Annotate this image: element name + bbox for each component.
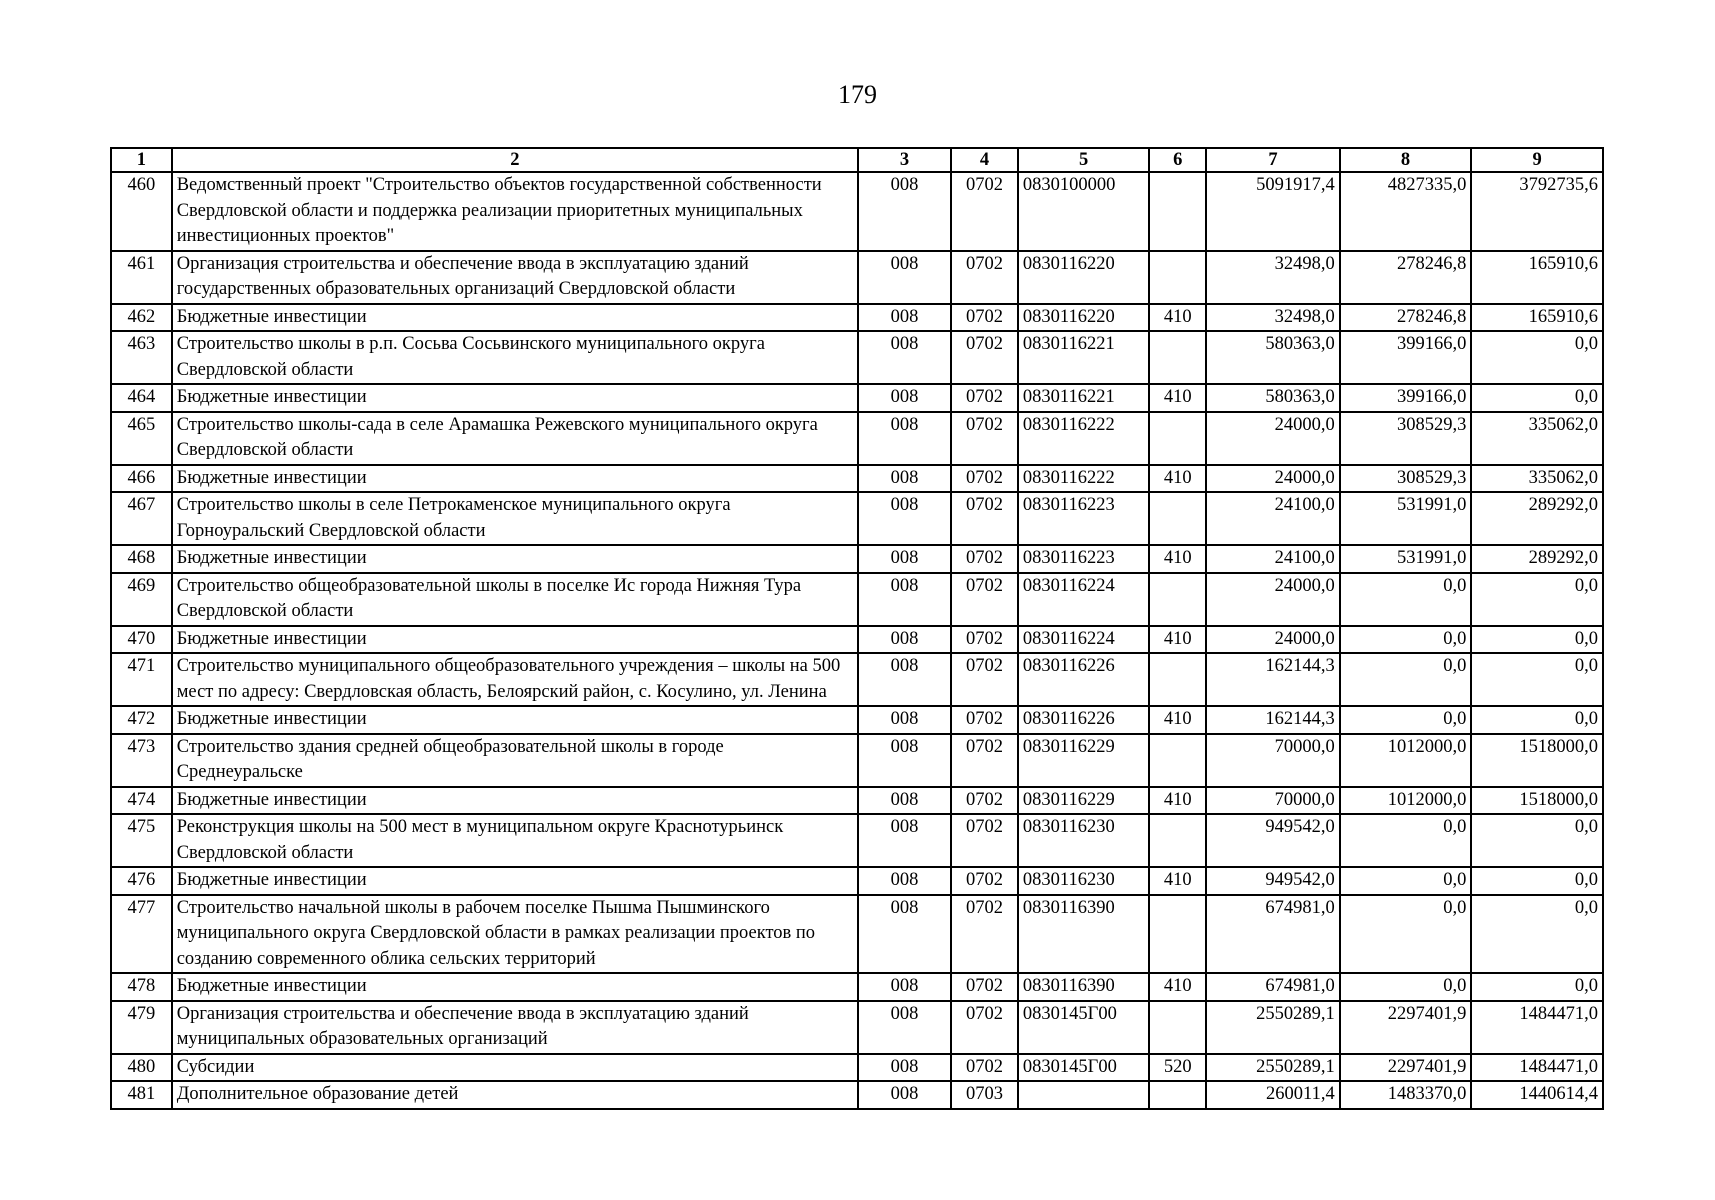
section-code-cell: 0702 (951, 465, 1018, 493)
section-code-cell: 0702 (951, 545, 1018, 573)
amount-year1-cell: 580363,0 (1206, 331, 1340, 384)
amount-year3-cell: 0,0 (1471, 626, 1603, 654)
item-name-cell: Бюджетные инвестиции (172, 973, 858, 1001)
ministry-code-cell: 008 (858, 626, 951, 654)
item-name-cell: Строительство школы в селе Петрокаменское муниципального округа Горноуральский Свердловской области (172, 492, 858, 545)
amount-year2-cell: 0,0 (1340, 626, 1472, 654)
amount-year3-cell: 0,0 (1471, 867, 1603, 895)
item-name-cell: Бюджетные инвестиции (172, 787, 858, 815)
section-code-cell: 0702 (951, 573, 1018, 626)
row-number-cell: 464 (111, 384, 172, 412)
ministry-code-cell: 008 (858, 573, 951, 626)
section-code-cell: 0702 (951, 1001, 1018, 1054)
amount-year1-cell: 949542,0 (1206, 814, 1340, 867)
row-number-cell: 474 (111, 787, 172, 815)
amount-year2-cell: 399166,0 (1340, 331, 1472, 384)
budget-table (110, 147, 1604, 1110)
table-row (111, 172, 1603, 251)
table-row (111, 653, 1603, 706)
amount-year1-cell: 24000,0 (1206, 573, 1340, 626)
ministry-code-cell: 008 (858, 465, 951, 493)
amount-year3-cell: 1484471,0 (1471, 1001, 1603, 1054)
section-code-cell: 0702 (951, 251, 1018, 304)
ministry-code-cell: 008 (858, 895, 951, 974)
amount-year2-cell: 308529,3 (1340, 465, 1472, 493)
row-number-cell: 462 (111, 304, 172, 332)
expense-type-cell: 410 (1149, 706, 1206, 734)
target-article-cell: 0830116222 (1018, 465, 1150, 493)
amount-year1-cell: 580363,0 (1206, 384, 1340, 412)
amount-year2-cell: 278246,8 (1340, 304, 1472, 332)
target-article-cell: 0830116229 (1018, 734, 1150, 787)
amount-year2-cell: 1012000,0 (1340, 787, 1472, 815)
target-article-cell: 0830116226 (1018, 653, 1150, 706)
target-article-cell: 0830116229 (1018, 787, 1150, 815)
amount-year3-cell: 289292,0 (1471, 492, 1603, 545)
item-name-cell: Дополнительное образование детей (172, 1081, 858, 1109)
amount-year3-cell: 335062,0 (1471, 412, 1603, 465)
table-row (111, 626, 1603, 654)
table-row (111, 895, 1603, 974)
ministry-code-cell: 008 (858, 1081, 951, 1109)
amount-year1-cell: 949542,0 (1206, 867, 1340, 895)
ministry-code-cell: 008 (858, 867, 951, 895)
table-row (111, 304, 1603, 332)
item-name-cell: Строительство школы-сада в селе Арамашка Режевского муниципального округа Свердловской области (172, 412, 858, 465)
table-row (111, 384, 1603, 412)
amount-year1-cell: 70000,0 (1206, 787, 1340, 815)
amount-year2-cell: 0,0 (1340, 867, 1472, 895)
expense-type-cell: 410 (1149, 465, 1206, 493)
amount-year1-cell: 2550289,1 (1206, 1054, 1340, 1082)
item-name-cell: Строительство начальной школы в рабочем поселке Пышма Пышминского муниципального округа Свердловской области в рамках реализации проектов по созданию современного облика сельских территорий (172, 895, 858, 974)
section-code-cell: 0702 (951, 973, 1018, 1001)
amount-year2-cell: 1012000,0 (1340, 734, 1472, 787)
item-name-cell: Строительство здания средней общеобразовательной школы в городе Среднеуральске (172, 734, 858, 787)
ministry-code-cell: 008 (858, 304, 951, 332)
section-code-cell: 0702 (951, 734, 1018, 787)
amount-year3-cell: 0,0 (1471, 706, 1603, 734)
item-name-cell: Реконструкция школы на 500 мест в муниципальном округе Краснотурьинск Свердловской области (172, 814, 858, 867)
amount-year1-cell: 24100,0 (1206, 545, 1340, 573)
header-cell: 1 (111, 148, 172, 172)
expense-type-cell (1149, 412, 1206, 465)
table-row (111, 573, 1603, 626)
target-article-cell: 0830145Г00 (1018, 1054, 1150, 1082)
header-cell: 4 (951, 148, 1018, 172)
item-name-cell: Строительство общеобразовательной школы в поселке Ис города Нижняя Тура Свердловской области (172, 573, 858, 626)
row-number-cell: 477 (111, 895, 172, 974)
amount-year2-cell: 0,0 (1340, 895, 1472, 974)
target-article-cell: 0830116221 (1018, 384, 1150, 412)
amount-year1-cell: 24000,0 (1206, 465, 1340, 493)
ministry-code-cell: 008 (858, 384, 951, 412)
item-name-cell: Бюджетные инвестиции (172, 867, 858, 895)
expense-type-cell: 520 (1149, 1054, 1206, 1082)
ministry-code-cell: 008 (858, 787, 951, 815)
table-row (111, 492, 1603, 545)
amount-year1-cell: 70000,0 (1206, 734, 1340, 787)
amount-year3-cell: 1440614,4 (1471, 1081, 1603, 1109)
section-code-cell: 0702 (951, 895, 1018, 974)
target-article-cell: 0830100000 (1018, 172, 1150, 251)
item-name-cell: Строительство муниципального общеобразовательного учреждения – школы на 500 мест по адресу: Свердловская область, Белоярский район, с. Косулино, ул. Ленина (172, 653, 858, 706)
target-article-cell: 0830145Г00 (1018, 1001, 1150, 1054)
expense-type-cell: 410 (1149, 626, 1206, 654)
amount-year3-cell: 0,0 (1471, 653, 1603, 706)
section-code-cell: 0702 (951, 304, 1018, 332)
target-article-cell: 0830116221 (1018, 331, 1150, 384)
section-code-cell: 0703 (951, 1081, 1018, 1109)
row-number-cell: 461 (111, 251, 172, 304)
amount-year2-cell: 399166,0 (1340, 384, 1472, 412)
target-article-cell: 0830116220 (1018, 304, 1150, 332)
row-number-cell: 470 (111, 626, 172, 654)
amount-year2-cell: 0,0 (1340, 706, 1472, 734)
expense-type-cell (1149, 734, 1206, 787)
table-row (111, 545, 1603, 573)
table-row (111, 973, 1603, 1001)
header-cell: 7 (1206, 148, 1340, 172)
row-number-cell: 480 (111, 1054, 172, 1082)
amount-year1-cell: 24000,0 (1206, 412, 1340, 465)
target-article-cell: 0830116224 (1018, 626, 1150, 654)
amount-year3-cell: 0,0 (1471, 973, 1603, 1001)
amount-year1-cell: 32498,0 (1206, 251, 1340, 304)
item-name-cell: Ведомственный проект "Строительство объектов государственной собственности Свердловской области и поддержка реализации приоритетных муниципальных инвестиционных проектов" (172, 172, 858, 251)
row-number-cell: 460 (111, 172, 172, 251)
ministry-code-cell: 008 (858, 734, 951, 787)
table-row (111, 1081, 1603, 1109)
item-name-cell: Бюджетные инвестиции (172, 545, 858, 573)
amount-year2-cell: 2297401,9 (1340, 1001, 1472, 1054)
expense-type-cell (1149, 653, 1206, 706)
amount-year3-cell: 3792735,6 (1471, 172, 1603, 251)
expense-type-cell: 410 (1149, 787, 1206, 815)
page-number: 179 (838, 80, 877, 109)
row-number-cell: 466 (111, 465, 172, 493)
amount-year3-cell: 165910,6 (1471, 251, 1603, 304)
amount-year2-cell: 2297401,9 (1340, 1054, 1472, 1082)
ministry-code-cell: 008 (858, 492, 951, 545)
amount-year2-cell: 0,0 (1340, 973, 1472, 1001)
ministry-code-cell: 008 (858, 706, 951, 734)
amount-year1-cell: 674981,0 (1206, 895, 1340, 974)
row-number-cell: 463 (111, 331, 172, 384)
row-number-cell: 469 (111, 573, 172, 626)
expense-type-cell (1149, 895, 1206, 974)
row-number-cell: 467 (111, 492, 172, 545)
table-row (111, 787, 1603, 815)
amount-year2-cell: 308529,3 (1340, 412, 1472, 465)
row-number-cell: 471 (111, 653, 172, 706)
section-code-cell: 0702 (951, 787, 1018, 815)
target-article-cell: 0830116390 (1018, 895, 1150, 974)
ministry-code-cell: 008 (858, 1001, 951, 1054)
table-row (111, 1001, 1603, 1054)
amount-year3-cell: 0,0 (1471, 384, 1603, 412)
header-cell: 3 (858, 148, 951, 172)
item-name-cell: Организация строительства и обеспечение ввода в эксплуатацию зданий государственных образовательных организаций Свердловской области (172, 251, 858, 304)
item-name-cell: Бюджетные инвестиции (172, 304, 858, 332)
amount-year2-cell: 4827335,0 (1340, 172, 1472, 251)
section-code-cell: 0702 (951, 412, 1018, 465)
target-article-cell: 0830116390 (1018, 973, 1150, 1001)
table-row (111, 734, 1603, 787)
item-name-cell: Организация строительства и обеспечение ввода в эксплуатацию зданий муниципальных образовательных организаций (172, 1001, 858, 1054)
section-code-cell: 0702 (951, 867, 1018, 895)
table-row (111, 1054, 1603, 1082)
amount-year1-cell: 162144,3 (1206, 653, 1340, 706)
section-code-cell: 0702 (951, 1054, 1018, 1082)
table-row (111, 331, 1603, 384)
section-code-cell: 0702 (951, 331, 1018, 384)
amount-year2-cell: 531991,0 (1340, 545, 1472, 573)
amount-year2-cell: 0,0 (1340, 573, 1472, 626)
target-article-cell: 0830116224 (1018, 573, 1150, 626)
item-name-cell: Бюджетные инвестиции (172, 626, 858, 654)
table-row (111, 867, 1603, 895)
row-number-cell: 476 (111, 867, 172, 895)
amount-year1-cell: 5091917,4 (1206, 172, 1340, 251)
item-name-cell: Строительство школы в р.п. Сосьва Сосьвинского муниципального округа Свердловской области (172, 331, 858, 384)
expense-type-cell (1149, 172, 1206, 251)
header-cell: 9 (1471, 148, 1603, 172)
expense-type-cell: 410 (1149, 973, 1206, 1001)
ministry-code-cell: 008 (858, 973, 951, 1001)
ministry-code-cell: 008 (858, 251, 951, 304)
target-article-cell: 0830116220 (1018, 251, 1150, 304)
header-cell: 6 (1149, 148, 1206, 172)
section-code-cell: 0702 (951, 492, 1018, 545)
expense-type-cell (1149, 331, 1206, 384)
target-article-cell: 0830116223 (1018, 545, 1150, 573)
amount-year3-cell: 0,0 (1471, 573, 1603, 626)
row-number-cell: 473 (111, 734, 172, 787)
expense-type-cell (1149, 1081, 1206, 1109)
row-number-cell: 481 (111, 1081, 172, 1109)
ministry-code-cell: 008 (858, 412, 951, 465)
expense-type-cell: 410 (1149, 304, 1206, 332)
amount-year1-cell: 24000,0 (1206, 626, 1340, 654)
table-body (111, 172, 1603, 1109)
expense-type-cell: 410 (1149, 867, 1206, 895)
row-number-cell: 468 (111, 545, 172, 573)
section-code-cell: 0702 (951, 653, 1018, 706)
expense-type-cell (1149, 814, 1206, 867)
table-row (111, 814, 1603, 867)
expense-type-cell (1149, 251, 1206, 304)
amount-year3-cell: 0,0 (1471, 814, 1603, 867)
target-article-cell: 0830116223 (1018, 492, 1150, 545)
ministry-code-cell: 008 (858, 172, 951, 251)
amount-year1-cell: 260011,4 (1206, 1081, 1340, 1109)
item-name-cell: Субсидии (172, 1054, 858, 1082)
ministry-code-cell: 008 (858, 653, 951, 706)
amount-year3-cell: 165910,6 (1471, 304, 1603, 332)
amount-year1-cell: 674981,0 (1206, 973, 1340, 1001)
amount-year3-cell: 1484471,0 (1471, 1054, 1603, 1082)
item-name-cell: Бюджетные инвестиции (172, 384, 858, 412)
target-article-cell: 0830116230 (1018, 867, 1150, 895)
amount-year1-cell: 2550289,1 (1206, 1001, 1340, 1054)
amount-year2-cell: 278246,8 (1340, 251, 1472, 304)
amount-year3-cell: 1518000,0 (1471, 787, 1603, 815)
amount-year3-cell: 289292,0 (1471, 545, 1603, 573)
target-article-cell: 0830116230 (1018, 814, 1150, 867)
item-name-cell: Бюджетные инвестиции (172, 706, 858, 734)
expense-type-cell (1149, 573, 1206, 626)
expense-type-cell (1149, 492, 1206, 545)
row-number-cell: 472 (111, 706, 172, 734)
amount-year2-cell: 531991,0 (1340, 492, 1472, 545)
target-article-cell: 0830116226 (1018, 706, 1150, 734)
table-row (111, 251, 1603, 304)
header-cell: 5 (1018, 148, 1150, 172)
expense-type-cell: 410 (1149, 384, 1206, 412)
section-code-cell: 0702 (951, 814, 1018, 867)
expense-type-cell: 410 (1149, 545, 1206, 573)
amount-year3-cell: 0,0 (1471, 895, 1603, 974)
amount-year1-cell: 162144,3 (1206, 706, 1340, 734)
section-code-cell: 0702 (951, 706, 1018, 734)
ministry-code-cell: 008 (858, 331, 951, 384)
header-cell: 2 (172, 148, 858, 172)
header-cell: 8 (1340, 148, 1472, 172)
expense-type-cell (1149, 1001, 1206, 1054)
amount-year1-cell: 32498,0 (1206, 304, 1340, 332)
amount-year3-cell: 0,0 (1471, 331, 1603, 384)
target-article-cell (1018, 1081, 1150, 1109)
section-code-cell: 0702 (951, 172, 1018, 251)
row-number-cell: 475 (111, 814, 172, 867)
row-number-cell: 465 (111, 412, 172, 465)
table-row (111, 412, 1603, 465)
amount-year2-cell: 0,0 (1340, 653, 1472, 706)
amount-year2-cell: 1483370,0 (1340, 1081, 1472, 1109)
target-article-cell: 0830116222 (1018, 412, 1150, 465)
ministry-code-cell: 008 (858, 1054, 951, 1082)
table-row (111, 465, 1603, 493)
amount-year3-cell: 1518000,0 (1471, 734, 1603, 787)
section-code-cell: 0702 (951, 626, 1018, 654)
row-number-cell: 478 (111, 973, 172, 1001)
amount-year2-cell: 0,0 (1340, 814, 1472, 867)
table-row (111, 706, 1603, 734)
ministry-code-cell: 008 (858, 814, 951, 867)
header-row (111, 148, 1603, 172)
row-number-cell: 479 (111, 1001, 172, 1054)
section-code-cell: 0702 (951, 384, 1018, 412)
ministry-code-cell: 008 (858, 545, 951, 573)
amount-year3-cell: 335062,0 (1471, 465, 1603, 493)
item-name-cell: Бюджетные инвестиции (172, 465, 858, 493)
amount-year1-cell: 24100,0 (1206, 492, 1340, 545)
